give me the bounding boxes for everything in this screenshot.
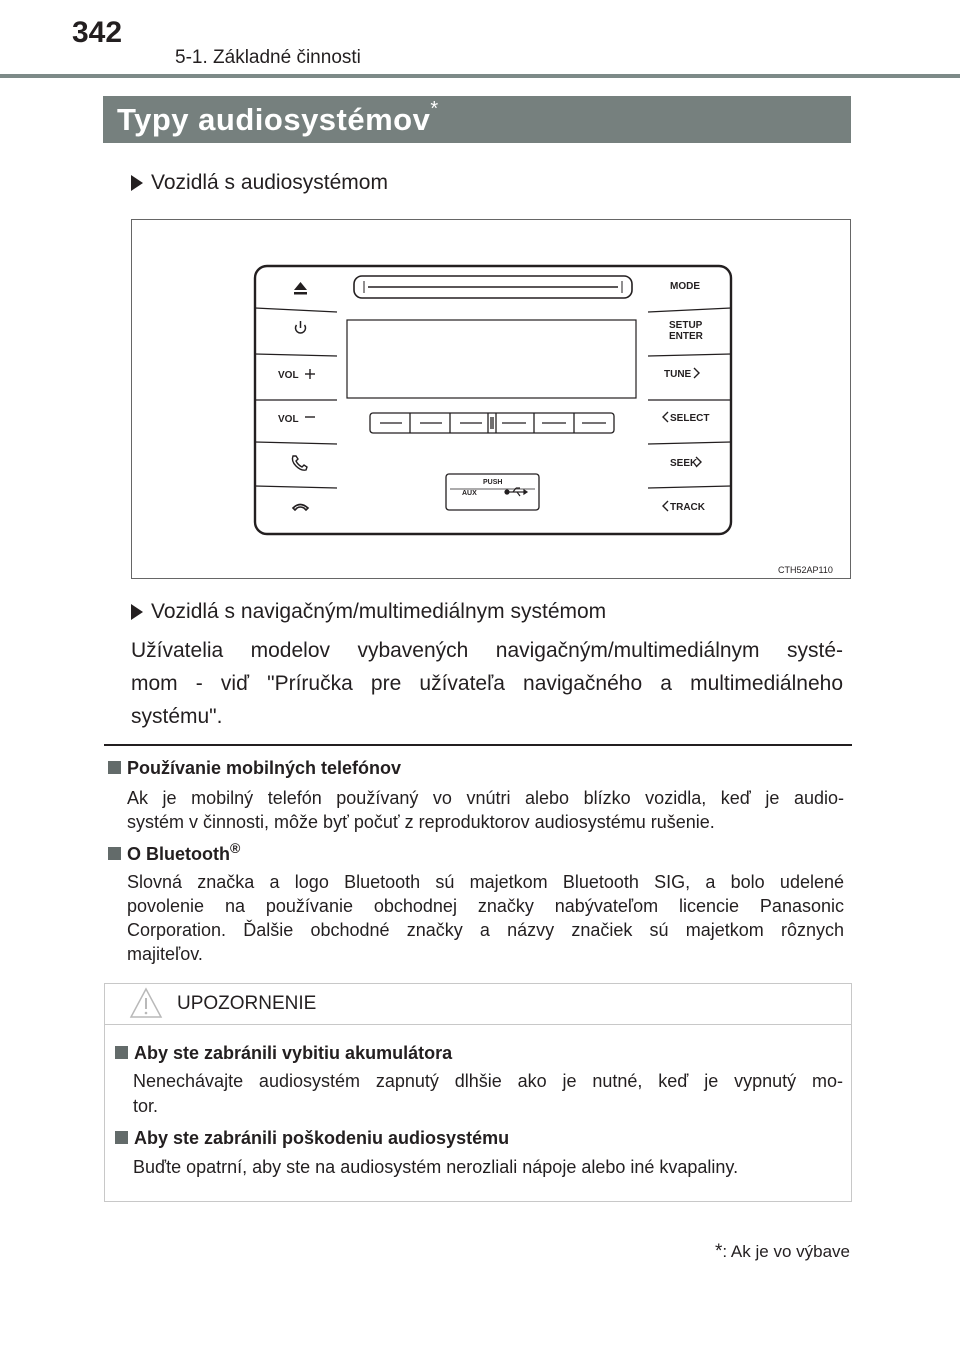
footnote-text: : Ak je vo výbave (722, 1242, 850, 1261)
vol-down-label: VOL (278, 414, 299, 425)
chapter-title: 5-1. Základné činnosti (175, 47, 361, 68)
square-bullet-icon (115, 1046, 128, 1059)
phones-heading-text: Používanie mobilných telefónov (127, 758, 402, 778)
body-line: systém v činnosti, môže byť počuť z reproduktorov audiosystému rušenie. (127, 812, 715, 832)
para-line: systému". (131, 705, 223, 728)
para-line: mom - viď "Príručka pre užívateľa navigačného a multimediálneho (131, 672, 843, 695)
caution-item-heading (115, 1043, 452, 1064)
vol-up-label: VOL (278, 370, 299, 381)
section-separator (104, 744, 852, 746)
caution-header (105, 984, 851, 1025)
bullet-audio-label: Vozidlá s audiosystémom (151, 171, 388, 194)
square-bullet-icon (115, 1131, 128, 1144)
body-line: Buďte opatrní, aby ste na audiosystém nerozliali nápoje alebo iné kvapaliny. (133, 1157, 739, 1177)
phones-body (127, 786, 844, 834)
caution-label: UPOZORNENIE (177, 993, 317, 1014)
bluetooth-heading-text: O Bluetooth (127, 844, 230, 864)
bullet-arrow-icon (131, 175, 143, 191)
nav-paragraph (131, 634, 843, 733)
caution-heading-text: Aby ste zabránili poškodeniu audiosystému (134, 1128, 510, 1148)
caution-item-heading (115, 1128, 509, 1149)
bullet-nav-label: Vozidlá s navigačným/multimediálnym systémom (151, 600, 607, 623)
square-bullet-icon (108, 761, 121, 774)
mode-label: MODE (670, 281, 700, 292)
body-line: tor. (133, 1096, 159, 1116)
tune-label: TUNE (664, 369, 692, 380)
title-asterisk: * (430, 98, 439, 120)
track-label: TRACK (670, 502, 705, 513)
footnote (715, 1241, 850, 1263)
figure-code: CTH52AP110 (778, 565, 833, 575)
footnote-asterisk: * (715, 1241, 723, 1262)
registered-mark: ® (229, 840, 241, 856)
header-rule (0, 74, 960, 78)
preset-buttons (370, 413, 614, 433)
caution-box (104, 983, 852, 1202)
audio-unit-drawing (132, 220, 850, 578)
bullet-arrow-icon (131, 604, 143, 620)
warning-triangle-icon (129, 987, 163, 1019)
square-bullet-icon (108, 847, 121, 860)
caution-item-body (133, 1155, 843, 1180)
enter-label: ENTER (669, 331, 703, 342)
body-line: Slovná značka a logo Bluetooth sú majetkom Bluetooth SIG, a bolo udelené (127, 872, 844, 892)
phones-heading (108, 758, 401, 779)
push-label: PUSH (483, 479, 503, 486)
body-line: majiteľov. (127, 944, 203, 964)
aux-label: AUX (462, 490, 477, 497)
para-line: Užívatelia modelov vybavených navigačným/multimediálnym systé- (131, 639, 843, 662)
body-line: Nenechávajte audiosystém zapnutý dlhšie ako je nutné, keď je vypnutý mo- (133, 1071, 843, 1091)
audio-unit-figure (131, 219, 851, 579)
caution-heading-text: Aby ste zabránili vybitiu akumulátora (134, 1043, 453, 1063)
section-title (117, 98, 439, 138)
seek-label: SEEK (670, 458, 698, 469)
select-label: SELECT (670, 413, 710, 424)
page-number: 342 (72, 16, 123, 49)
setup-label: SETUP (669, 320, 703, 331)
body-line: Ak je mobilný telefón používaný vo vnútri alebo blízko vozidla, keď je audio- (127, 788, 844, 808)
caution-item-body (133, 1069, 843, 1119)
section-title-text: Typy audiosystémov (117, 102, 431, 137)
section-title-bar (103, 96, 851, 143)
bluetooth-heading (108, 840, 240, 865)
body-line: povolenie na používanie obchodnej značky nabývateľom licencie Panasonic (127, 896, 844, 916)
bluetooth-body (127, 870, 844, 966)
body-line: Corporation. Ďalšie obchodné značky a názvy značiek sú majetkom rôznych (127, 920, 844, 940)
